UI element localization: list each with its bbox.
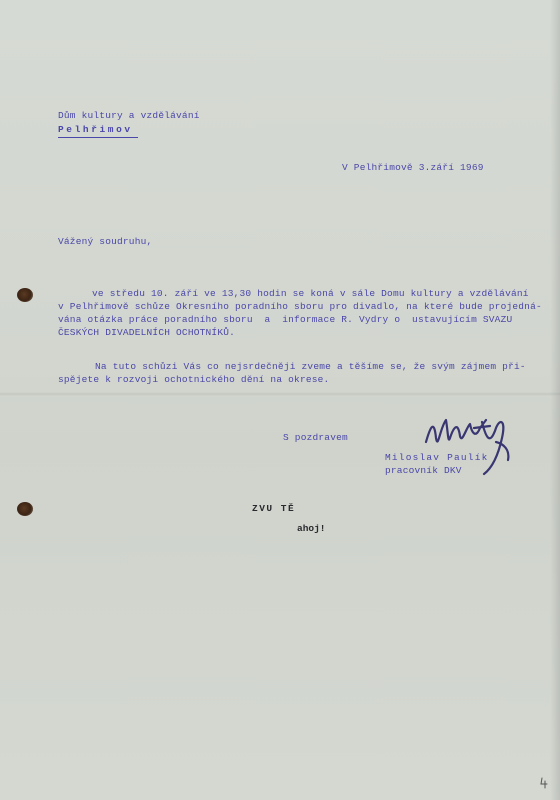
body-paragraph2-line: Na tuto schůzi Vás co nejsrdečněji zveme a těšíme se, že svým zájmem při- (95, 361, 526, 372)
punch-hole-top (17, 288, 33, 302)
body-paragraph2-line: spějete k rozvoji ochotnického dění na okrese. (58, 374, 330, 385)
handwritten-signature (420, 398, 520, 482)
body-paragraph1-line: vána otázka práce poradního sboru a informace R. Vydry o ustavujícím SVAZU (58, 314, 513, 325)
paper-fold (0, 392, 560, 396)
signer-role: pracovník DKV (385, 465, 462, 476)
body-paragraph1-line: ve středu 10. září ve 13,30 hodin se koná v sále Domu kultury a vzdělávání (92, 288, 529, 299)
handtyped-note: ahoj! (297, 523, 326, 534)
salutation: Vážený soudruhu, (58, 236, 153, 247)
pencil-page-mark (538, 776, 552, 790)
letter-date: V Pelhřimově 3.září 1969 (342, 162, 484, 173)
body-paragraph1-line: ČESKÝCH DIVADELNÍCH OCHOTNÍKŮ. (58, 327, 236, 338)
handtyped-note: ZVU TĚ (252, 503, 296, 514)
sender-city: Pelhřimov (58, 124, 133, 135)
sender-name: Dům kultury a vzdělávání (58, 110, 200, 121)
sender-city-underline (58, 137, 138, 138)
signer-name: Miloslav Paulík (385, 452, 489, 463)
body-paragraph1-line: v Pelhřimově schůze Okresního poradního sboru pro divadlo, na které bude projedná- (58, 301, 542, 312)
punch-hole-bottom (17, 502, 33, 516)
paper-edge-shadow (550, 0, 560, 800)
closing-greeting: S pozdravem (283, 432, 348, 443)
